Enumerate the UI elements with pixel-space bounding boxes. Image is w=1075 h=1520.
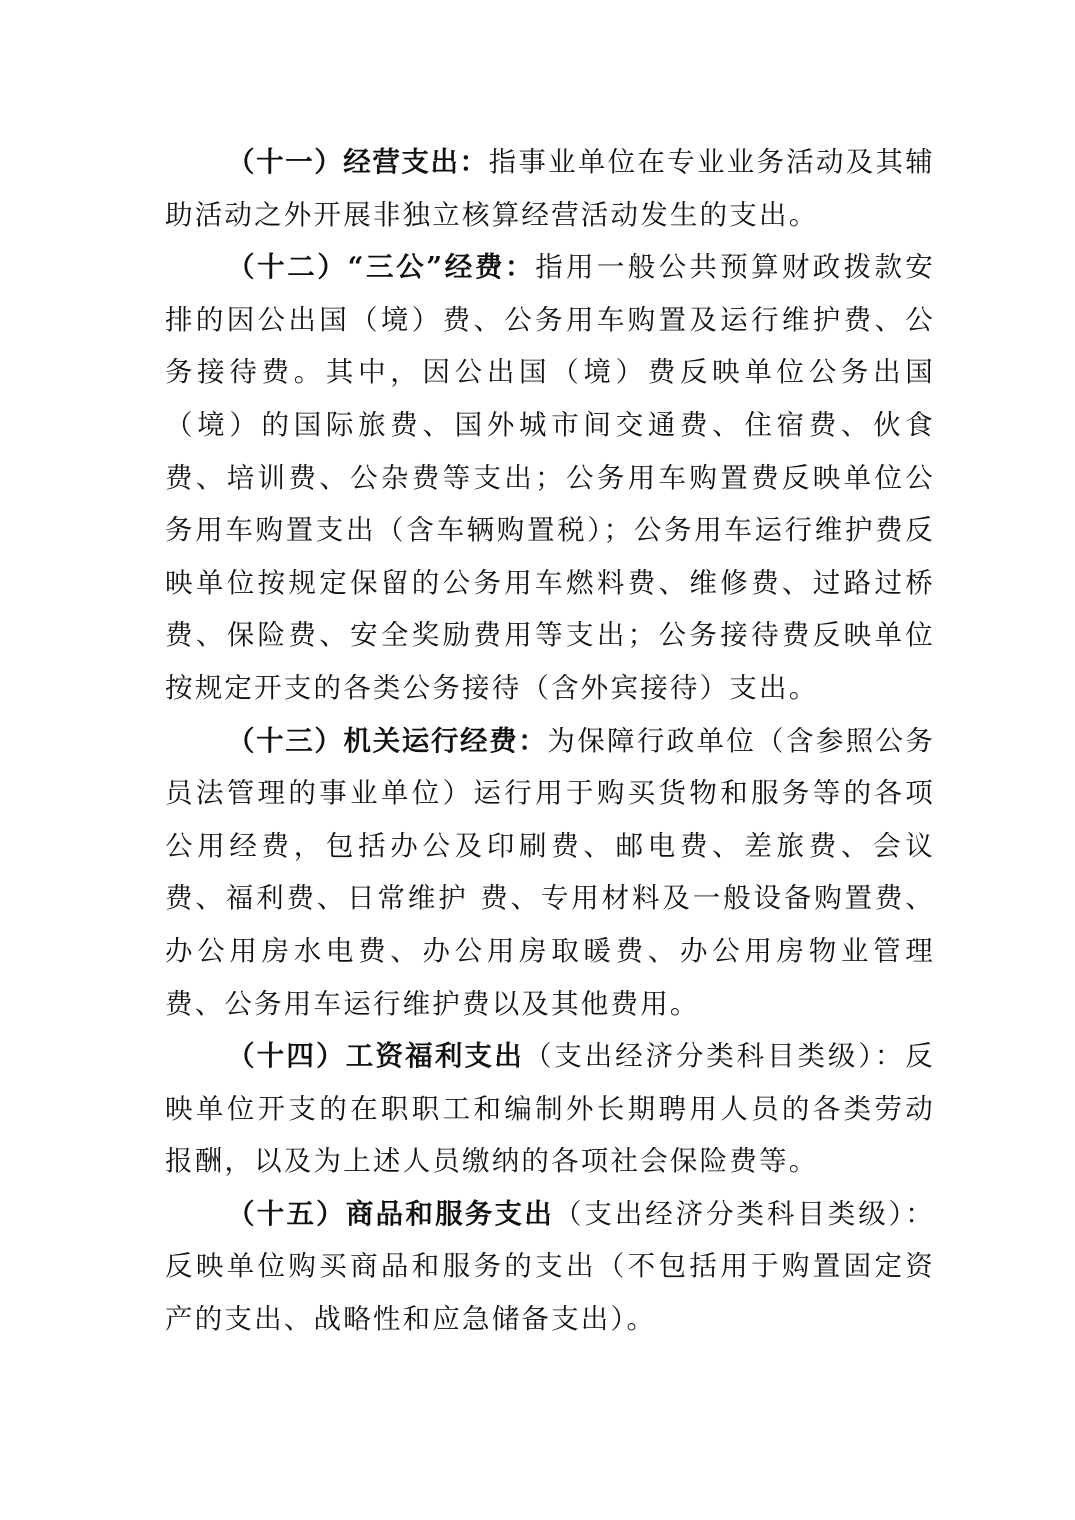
paragraph-term: （十五）商品和服务支出	[227, 1197, 554, 1230]
paragraph-term: （十四）工资福利支出	[227, 1040, 524, 1073]
paragraph-text: （支出经济分类科目类级）：反映单位开支的在职职工和编制外长期聘用人员的各类劳动报酬，以及为上述人员缴纳的各项社会保险费等。	[165, 1040, 935, 1178]
paragraph-11	[165, 136, 935, 241]
paragraph-term: （十三）机关运行经费：	[227, 724, 548, 757]
paragraph-13	[165, 715, 935, 1031]
document-body	[165, 136, 935, 1346]
paragraph-term: （十一）经营支出：	[227, 146, 489, 178]
paragraph-text: 指用一般公共预算财政拨款安排的因公出国（境）费、公务用车购置及运行维护费、公务接待费。其中，因公出国（境）费反映单位公务出国（境）的国际旅费、国外城市间交通费、住宿费、伙食费、培训费、公杂费等支出；公务用车购置费反映单位公务用车购置支出（含车辆购置税）；公务用车运行维护费反映单位按规定保留的公务用车燃料费、维修费、过路过桥费、保险费、安全奖励费用等支出；公务接待费反映单位按规定开支的各类公务接待（含外宾接待）支出。	[165, 251, 935, 704]
paragraph-text: （支出经济分类科目类级）：反映单位购买商品和服务的支出（不包括用于购置固定资产的支出、战略性和应急储备支出）。	[165, 1197, 935, 1336]
paragraph-term: （十二）“三公”经费：	[227, 251, 536, 284]
paragraph-15	[165, 1188, 935, 1346]
paragraph-text: 指事业单位在专业业务活动及其辅助活动之外开展非独立核算经营活动发生的支出。	[165, 146, 936, 231]
paragraph-14	[165, 1030, 935, 1188]
paragraph-text: 为保障行政单位（含参照公务员法管理的事业单位）运行用于购买货物和服务等的各项公用经费，包括办公及印刷费、邮电费、差旅费、会议费、福利费、日常维护 费、专用材料及一般设备购置费、办公用房水电费、办公用房取暖费、办公用房物业管理费、公务用车运行维护费以及其他费用。	[165, 724, 935, 1020]
paragraph-12	[165, 241, 935, 714]
